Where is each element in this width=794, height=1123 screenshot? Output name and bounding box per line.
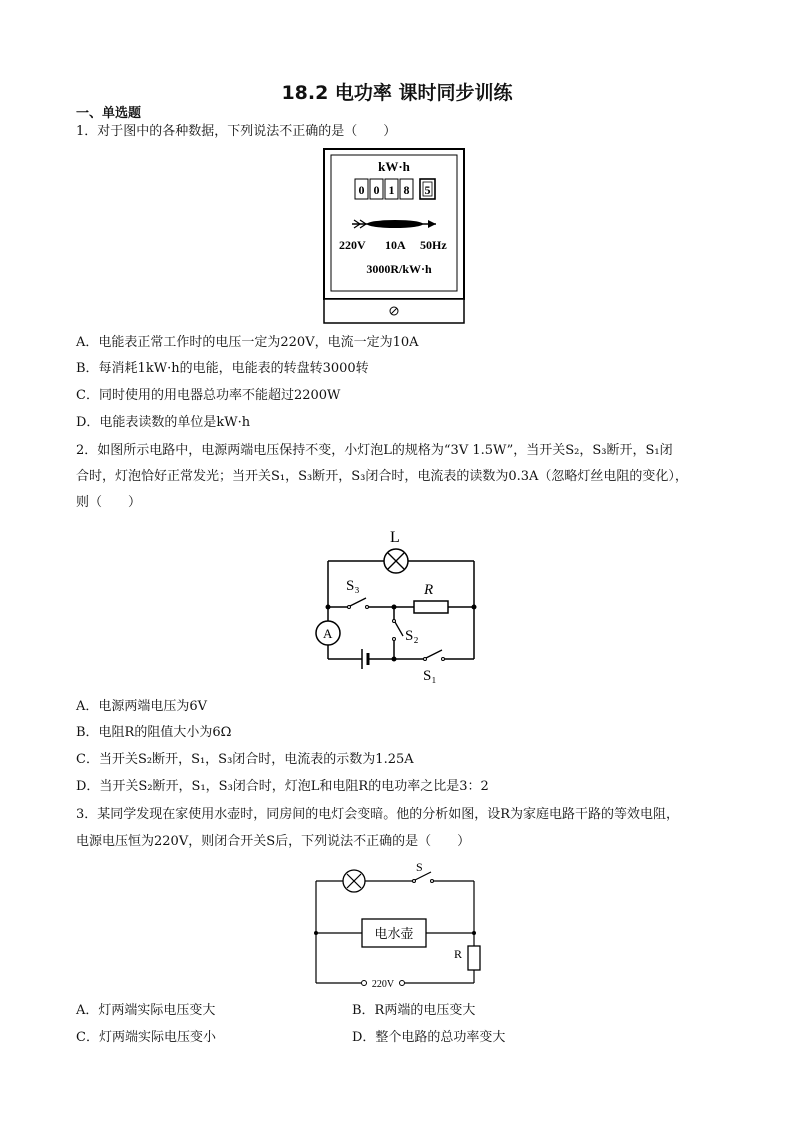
lamp-icon xyxy=(384,549,408,573)
q1-stem: 1．对于图中的各种数据，下列说法不正确的是（ ） xyxy=(76,124,397,139)
page-title: 18.2 电功率 课时同步训练 xyxy=(281,82,513,104)
meter-voltage: 220V xyxy=(339,238,366,252)
q1-option-b: B．每消耗1kW·h的电能，电能表的转盘转3000转 xyxy=(76,361,369,376)
electric-meter-figure xyxy=(322,147,466,327)
q3-option-c: C．灯两端实际电压变小 xyxy=(76,1030,216,1045)
switch-s1-label: S₁ xyxy=(423,668,437,684)
meter-digit: 1 xyxy=(388,183,395,197)
circuit-diagram-q3 xyxy=(308,860,492,996)
resistor-icon xyxy=(414,601,448,613)
q2-option-a: A．电源两端电压为6V xyxy=(76,699,208,714)
q2-option-c: C．当开关S₂断开，S₁，S₃闭合时，电流表的示数为1.25A xyxy=(76,752,414,767)
meter-digit-boxes xyxy=(355,179,435,199)
q2-stem-line2: 合时，灯泡恰好正常发光；当开关S₁，S₃断开，S₃闭合时，电流表的读数为0.3A（忽略灯丝电阻的变化）， xyxy=(76,469,688,484)
kettle-label: 电水壶 xyxy=(374,927,414,942)
q3-option-d: D．整个电路的总功率变大 xyxy=(352,1030,506,1045)
meter-digit: 5 xyxy=(424,183,431,197)
q2-option-b: B．电阻R的阻值大小为6Ω xyxy=(76,725,232,740)
meter-digit: 0 xyxy=(358,183,365,197)
q2-option-d: D．当开关S₂断开，S₁，S₃闭合时，灯泡L和电阻R的电功率之比是3：2 xyxy=(76,779,489,794)
meter-constant: 3000R/kW·h xyxy=(366,262,432,276)
switch-s2-label: S₂ xyxy=(405,628,419,644)
q3-stem-line2: 电源电压恒为220V，则闭合开关S后，下列说法不正确的是（ ） xyxy=(76,834,471,849)
switch-s1-icon xyxy=(424,650,445,661)
battery-icon xyxy=(362,649,368,669)
switch-s2-icon xyxy=(393,620,404,641)
meter-digit: 8 xyxy=(403,183,410,197)
meter-digit: 0 xyxy=(373,183,380,197)
switch-s3-icon xyxy=(348,598,369,609)
ammeter-label: A xyxy=(323,626,333,641)
lamp-label: L xyxy=(390,529,400,546)
resistor-label: R xyxy=(424,582,434,598)
switch-s-label: S xyxy=(416,860,423,874)
q3-option-b: B．R两端的电压变大 xyxy=(352,1003,476,1018)
resistor-label: R xyxy=(454,947,463,961)
q3-option-a: A．灯两端实际电压变大 xyxy=(76,1003,216,1018)
meter-current: 10A xyxy=(385,238,406,252)
q1-option-c: C．同时使用的用电器总功率不能超过2200W xyxy=(76,388,341,403)
q3-stem-line1: 3．某同学发现在家使用水壶时，同房间的电灯会变暗。他的分析如图，设R为家庭电路干路的等效电阻， xyxy=(76,807,680,822)
q2-stem-line1: 2．如图所示电路中，电源两端电压保持不变，小灯泡L的规格为“3V 1.5W”，当开关S₂，S₃断开，S₁闭 xyxy=(76,443,673,458)
circuit-diagram-q2 xyxy=(310,524,490,684)
q1-option-d: D．电能表读数的单位是kW·h xyxy=(76,415,251,430)
section-heading: 一、单选题 xyxy=(76,106,142,121)
q1-option-a: A．电能表正常工作时的电压一定为220V，电流一定为10A xyxy=(76,335,419,350)
meter-frequency: 50Hz xyxy=(420,238,447,252)
resistor-icon xyxy=(468,946,480,970)
switch-s3-label: S₃ xyxy=(346,578,360,594)
source-label: 220V xyxy=(371,979,395,990)
meter-unit: kW·h xyxy=(378,159,410,174)
lamp-icon xyxy=(343,870,365,892)
q2-stem-line3: 则（ ） xyxy=(76,495,142,510)
